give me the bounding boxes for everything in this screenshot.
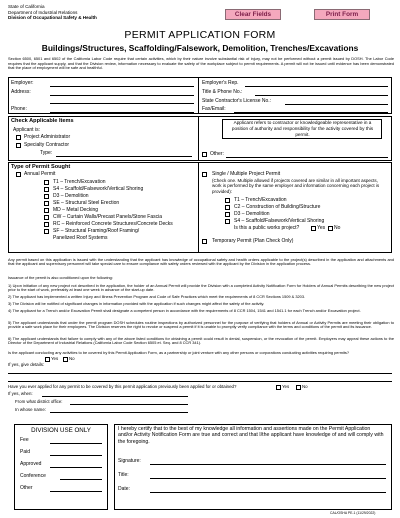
public-works-no-checkbox[interactable] [328,226,333,231]
other-label: Other [20,485,33,491]
type-label: Type: [40,150,53,156]
form-code: CAL/OSHA PE-1 (11/29/2022) [330,511,376,515]
fax-email-label: Fax/Email: [202,106,226,112]
division-name: Division of Occupational Safety & Health [8,15,97,21]
condition-item: 5) The applicant understands that under the permit program DOSH schedules routine inspections by authorized personnel for the purpose of verifying that holders of Annual or Activity Permits are meeting their obligation to provide a safe work place for their employees. The Division reserves the right to revoke or suspend a permit if it is unable to promptly verify compliance with the terms and conditions of the permit and its issuance. [8,320,394,330]
form-title: PERMIT APPLICATION FORM [124,29,276,41]
agency-header [8,4,97,21]
annual-item: RC – Reinforced Concrete Structures/Concrete Decks [53,221,173,227]
sf-checkbox[interactable] [44,229,49,234]
conditions-lead: Issuance of the permit is also conditioned upon the following: [8,275,113,280]
phone-label: Phone: [11,106,27,112]
single-permit-note: (Check one. Multiple allowed if projects covered are similar in all important aspects, work is performed by the same employer and information concerning each project is provided): [212,178,380,194]
employer-rep-input[interactable] [245,86,388,87]
prior-permit-no-checkbox[interactable] [296,385,301,390]
single-s4-checkbox[interactable] [225,219,230,224]
phone-input[interactable] [50,112,194,113]
employer-label: Employer: [11,80,34,86]
single-permit-label: Single / Multiple Project Permit [212,171,281,177]
signature-input[interactable] [150,464,386,465]
other-checkbox[interactable] [202,152,207,157]
single-t1-checkbox[interactable] [225,198,230,203]
divider [198,162,199,253]
joint-venture-yes-label: Yes [51,356,59,361]
public-works-no-label: No [334,225,341,231]
project-admin-label: Project Administrator [24,134,71,140]
intro-paragraph: Section 6500, 6501 and 6502 of the California Labor Code require that certain activities, which by their nature involve substantial risk of injury, may not be performed without a permit issued by DOSH. The Labor Code requires that the applicant supply, and that the Division review, information necessary to evaluate the safety of the workplace subject to permit requirements. A permit will not be issued until evidence has been demonstrated that the place of employment will be safe and healthful. [8,56,394,71]
other-input[interactable] [226,157,388,158]
prior-permit-yes-label: Yes [282,384,290,389]
title-phone-label: Title & Phone No.: [202,89,243,95]
annual-item: S4 – Scaffold/Falsework/Vertical Shoring [53,186,144,192]
divider [198,77,199,114]
joint-venture-no-checkbox[interactable] [63,357,68,362]
details-input-2[interactable] [8,381,392,382]
public-works-yes-checkbox[interactable] [311,226,316,231]
license-label: State Contractor's License No.: [202,98,272,104]
conditions-intro: Any permit based on this application is issued with the understanding that the applicant has knowledge of occupational safety and health orders applicable to the project(s) described in the application and attachments and that the applicant and supervisory personnel will take special care to ensure compliance with safety orders reviewed with the applicant by the Division in the application process. [8,257,394,267]
paid-label: Paid [20,449,31,455]
prior-permit-question: Have you ever applied for any permit to be covered by this permit application previously been applied for or obtained? [8,384,237,389]
prior-permit-no-label: No [302,384,308,389]
fee-input[interactable] [50,443,102,444]
condition-item: 2) The applicant has implemented a written Injury and Illness Prevention Program and Code of Safe Practices which meet the requirements of 8 CCR Sections 1509 & 3203. [8,294,306,299]
conference-input[interactable] [60,479,102,480]
joint-venture-no-label: No [69,356,75,361]
temporary-permit-checkbox[interactable] [202,239,207,244]
title-label: Title: [118,472,129,478]
form-subtitle: Buildings/Structures, Scaffolding/Falsework, Demolition, Trenches/Excavations [41,43,359,53]
other-label: Other: [210,151,224,157]
annual-item: D3 – Demolition [53,193,89,199]
fax-email-input[interactable] [234,112,388,113]
print-form-button[interactable]: Print Form [314,9,370,20]
when-input[interactable] [42,396,188,397]
employer-rep-label: Employer's Rep. [202,80,239,86]
district-office-label: From what district office: [15,399,63,404]
if-yes-when-label: If yes, when: [8,391,33,396]
joint-venture-question: Is the applicant conducting any activities to be covered by this Permit Application Form, as a partnership or joint venture with any other persons or corporations conducting activities requiring permits? [8,350,350,355]
signature-label: Signature: [118,458,141,464]
condition-item: 4) The applicant for a Trench and/or Excavation Permit shall designate a competent person in accordance with the requirements of 8 CCR 1504, 1541 and 1541.1 for each Trench and/or Excavation project. [8,308,361,313]
single-c2-checkbox[interactable] [225,205,230,210]
if-yes-details-label: If yes, give details: [8,362,45,367]
address-input[interactable] [50,95,194,96]
specialty-contractor-checkbox[interactable] [16,143,21,148]
clear-fields-button[interactable]: Clear Fields [225,9,281,20]
joint-venture-yes-checkbox[interactable] [45,357,50,362]
single-item: D3 – Demolition [234,211,270,217]
single-item: T1 – Trench/Excavation [234,197,287,203]
annual-item: T1 – Trench/Excavation [53,179,106,185]
prior-permit-yes-checkbox[interactable] [276,385,281,390]
rc-checkbox[interactable] [44,222,49,227]
annual-permit-checkbox[interactable] [16,172,21,177]
title-phone-input[interactable] [255,95,388,96]
divider [198,116,199,161]
annual-item: MD – Metal Decking [53,207,99,213]
check-items-heading: Check Applicable Items [11,118,74,124]
single-permit-checkbox[interactable] [202,172,207,177]
condition-item: 6) The applicant understands that failure to comply with any of the above listed conditions for obtaining a permit could result in denial, suspension, or the revocation of the permit. Employers may appeal these actions to the Director of the Department of Industrial Relations (California Labor Code Section 6505 et. Seq. and 8 CCR 341). [8,336,394,346]
details-input[interactable] [8,373,392,374]
state-name: State of California [8,4,45,9]
division-use-heading: DIVISION USE ONLY [31,427,91,434]
condition-item: 3) The Division will be notified of significant changes in information provided with the application if such changes might affect the safety of the activity. [8,301,265,306]
public-works-question: Is this a public works project? [234,225,300,231]
project-admin-checkbox[interactable] [16,135,21,140]
single-d3-checkbox[interactable] [225,212,230,217]
t1-checkbox[interactable] [44,180,49,185]
d3-checkbox[interactable] [44,194,49,199]
cw-checkbox[interactable] [44,215,49,220]
district-office-input[interactable] [70,404,188,405]
date-input[interactable] [150,492,386,493]
department-name: Department of Industrial Relations [8,9,78,15]
se-checkbox[interactable] [44,201,49,206]
annual-item: SE – Structural Steel Erection [53,200,120,206]
annual-permit-label: Annual Permit [24,171,56,177]
public-works-yes-label: Yes [317,225,326,231]
applicant-is-label: Applicant is: [13,127,40,133]
specialty-contractor-label: Specialty Contractor [24,142,70,148]
whose-name-input[interactable] [50,412,188,413]
employer-input[interactable] [50,86,194,87]
annual-item: CW – Curtain Walls/Precast Panels/Stone Fascia [53,214,163,220]
annual-item: Panelized Roof Systems [53,235,108,241]
fee-label: Fee [20,437,29,443]
other-input[interactable] [50,491,102,492]
type-input[interactable] [56,156,192,157]
certification-text: I hereby certify that to the best of my knowledge all information and assertions made on the Permit Application and/or Activity Notification Form are true and correct and that I/the applicant have knowledge of and will comply with the foregoing. [118,426,384,445]
permit-type-heading: Type of Permit Sought [11,164,71,170]
address-input-2[interactable] [50,103,194,104]
conference-label: Conference [20,473,46,479]
approved-label: Approved [20,461,42,467]
address-label: Address: [11,89,31,95]
approved-input[interactable] [50,467,102,468]
date-label: Date: [118,486,130,492]
paid-input[interactable] [50,455,102,456]
md-checkbox[interactable] [44,208,49,213]
temporary-permit-label: Temporary Permit (Plan Check Only) [212,238,294,244]
single-item: S4 – Scaffold/Falsework/Vertical Shoring [234,218,325,224]
condition-item: 1) Upon initiation of any new project not described in the application, the holder of an Annual Permit will provide the Division with a completed Activity Notification Form for Holders of Annual Permits describing the new project prior to the start of work, preferably at least one week in advance of the start-up date. [8,283,394,293]
title-input[interactable] [150,478,386,479]
whose-name-label: In whose name: [15,407,46,412]
applicant-note: Applicant refers to contractor or knowledgeable representative in a position of authority and responsibility for the activity covered by this permit. [231,120,374,137]
single-item: C2 – Construction of Building/Structure [234,204,321,210]
s4-checkbox[interactable] [44,187,49,192]
license-input[interactable] [285,104,388,105]
annual-item: SF – Structural Framing/Roof Framing/ [53,228,140,234]
